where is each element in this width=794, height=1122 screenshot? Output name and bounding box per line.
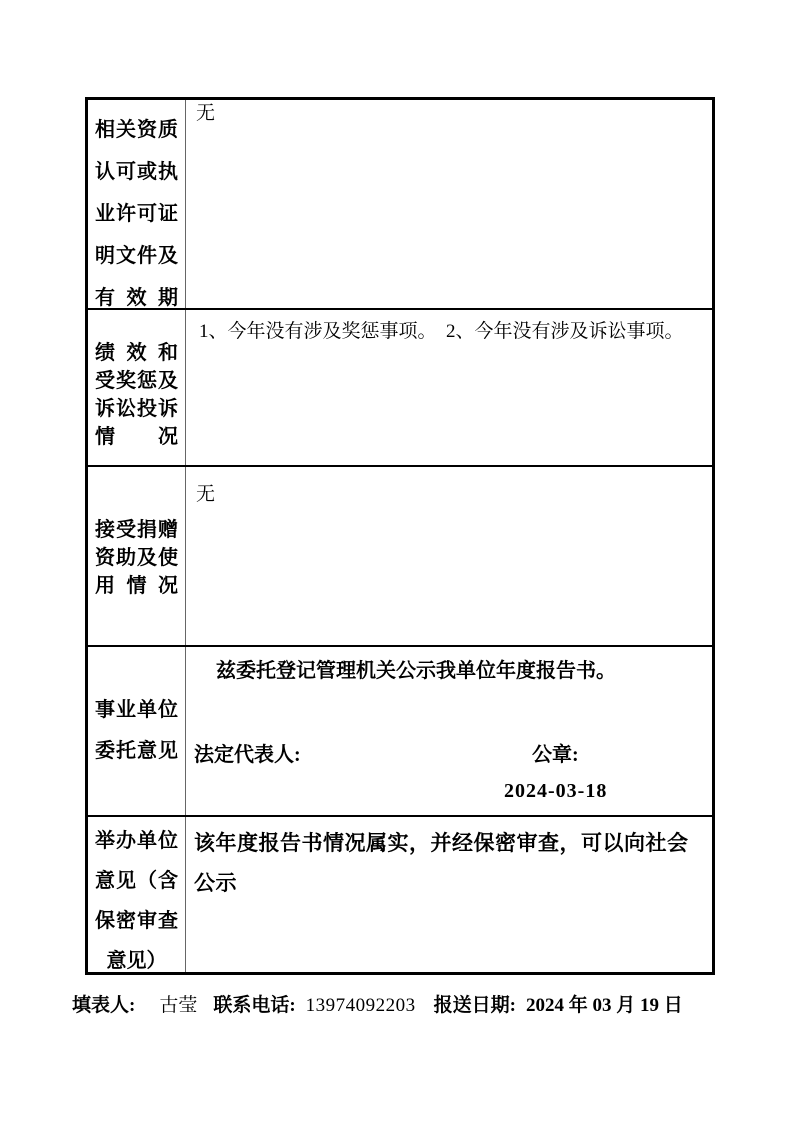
contact-phone-label: 联系电话:: [213, 995, 296, 1016]
row-label-line: 保密审查: [95, 910, 178, 932]
form-filler-name: 古莹: [159, 995, 198, 1016]
table-row-entrust-opinion: [88, 645, 712, 815]
row-label-line: 诉讼投诉: [95, 398, 178, 420]
row-label-line: 情况: [95, 426, 178, 448]
row-label-line: 事业单位: [95, 699, 178, 721]
row-label-line: 意见（含: [95, 870, 178, 892]
row-label-line: 接受捐赠: [95, 519, 178, 541]
form-filler-label: 填表人:: [72, 995, 136, 1016]
row-content-donations: [186, 467, 712, 645]
submit-date-value: 2024 年 03 月 19 日: [526, 995, 683, 1016]
row-label-line: 相关资质: [95, 119, 178, 141]
row-content-qualifications: [186, 100, 712, 308]
table-row-performance: [88, 308, 712, 465]
row-label-line: 绩效和: [95, 342, 178, 364]
footer-line: [72, 990, 732, 1017]
official-seal-label: 公章:: [532, 744, 579, 766]
table-row-sponsor-opinion: [88, 815, 712, 972]
row-label-line: 业许可证: [95, 203, 178, 225]
row-label-entrust-opinion: [88, 647, 186, 815]
row-label-line: 明文件及: [95, 245, 178, 267]
qualifications-value: 无: [196, 103, 216, 124]
submit-date-label: 报送日期:: [433, 995, 516, 1016]
table-row-qualifications: [88, 100, 712, 308]
row-content-performance: [186, 310, 712, 465]
entrust-statement: 兹委托登记管理机关公示我单位年度报告书。: [216, 660, 616, 682]
row-label-line: 委托意见: [95, 740, 178, 762]
row-label-line: 举办单位: [95, 830, 178, 852]
row-label-line: 认可或执: [95, 161, 178, 183]
row-content-sponsor-opinion: [186, 817, 712, 972]
table-row-donations: [88, 465, 712, 645]
sponsor-opinion-value: 该年度报告书情况属实，并经保密审查，可以向社会公示: [194, 831, 689, 895]
row-label-performance: [88, 310, 186, 465]
row-label-line: 资助及使: [95, 547, 178, 569]
row-label-donations: [88, 467, 186, 645]
row-label-line: 意见）: [106, 950, 167, 972]
contact-phone-number: 13974092203: [305, 995, 416, 1016]
row-label-line: 有效期: [95, 287, 178, 309]
entrust-date: 2024-03-18: [504, 780, 608, 802]
row-label-line: 用情况: [95, 575, 178, 597]
row-label-qualifications: [88, 100, 186, 308]
row-label-sponsor-opinion: [88, 817, 186, 972]
performance-value: 1、今年没有涉及奖惩事项。 2、今年没有涉及诉讼事项。: [199, 321, 684, 342]
donations-value: 无: [196, 484, 216, 505]
annual-report-table: [85, 97, 715, 975]
legal-representative-label: 法定代表人:: [194, 744, 301, 766]
row-label-line: 受奖惩及: [95, 370, 178, 392]
row-content-entrust-opinion: [186, 647, 712, 815]
